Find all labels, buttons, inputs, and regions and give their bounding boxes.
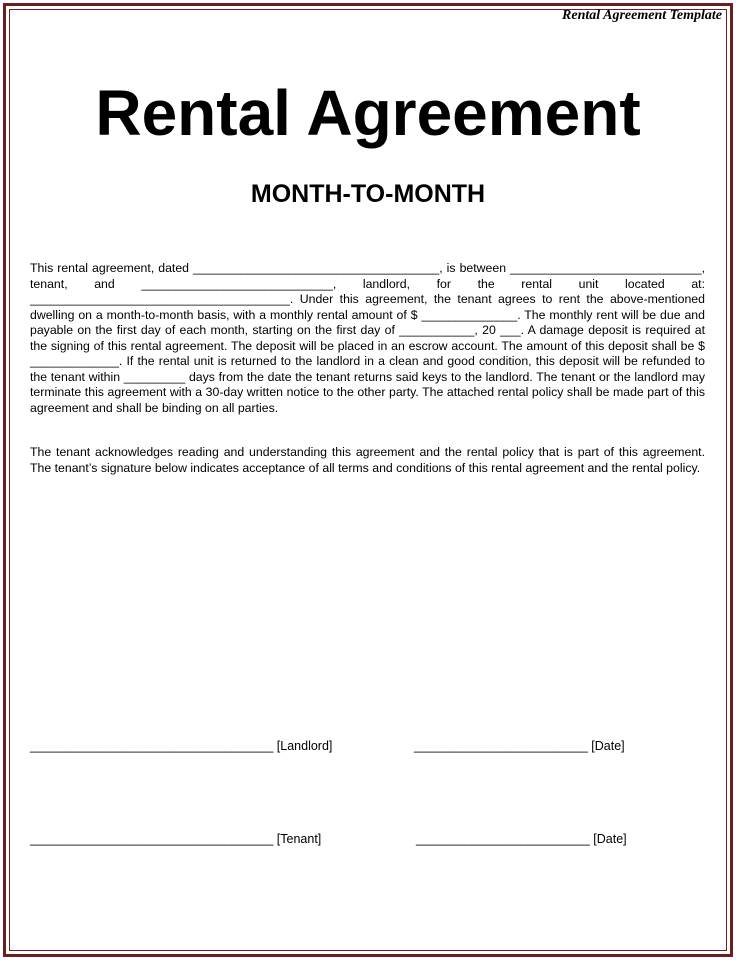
tenant-signature-line: ___________________________________ [Tenant] [30, 832, 322, 846]
agreement-paragraph: This rental agreement, dated ____________________________________, is between ____________________________, tenant, and ____________________________, landlord, for the rental unit located at: ______________________________________. Under this agreement, the tenant agrees to rent the above-mentioned dwelling on a month-to-month basis, with a monthly rental amount of $ ______________. The monthly rent will be due and payable on the first day of each month, starting on the first day of ___________, 20 ___. A damage deposit is required at the signing of this rental agreement. The deposit will be placed in an escrow account. The amount of this deposit shall be $ _____________. If the rental unit is returned to the landlord in a clean and good condition, this deposit will be refunded to the tenant within _________ days from the date the tenant returns said keys to the landlord. The tenant or the landlord may terminate this agreement with a 30-day written notice to the other party. The attached rental policy shall be made part of this agreement and shall be binding on all parties. [30, 261, 705, 415]
acknowledgement-paragraph: The tenant acknowledges reading and understanding this agreement and the rental policy that is part of this agreement. The tenant’s signature below indicates acceptance of all terms and conditions of this rental agreement and the rental policy. [30, 445, 705, 475]
tenant-date-line: _________________________ [Date] [416, 832, 627, 846]
document-title: Rental Agreement [95, 77, 641, 149]
landlord-signature-line: ___________________________________ [Landlord] [30, 739, 333, 753]
page-border-inner [9, 9, 727, 951]
landlord-date-line: _________________________ [Date] [414, 739, 625, 753]
template-label: Rental Agreement Template [562, 8, 722, 23]
document-subtitle: MONTH-TO-MONTH [250, 180, 486, 208]
